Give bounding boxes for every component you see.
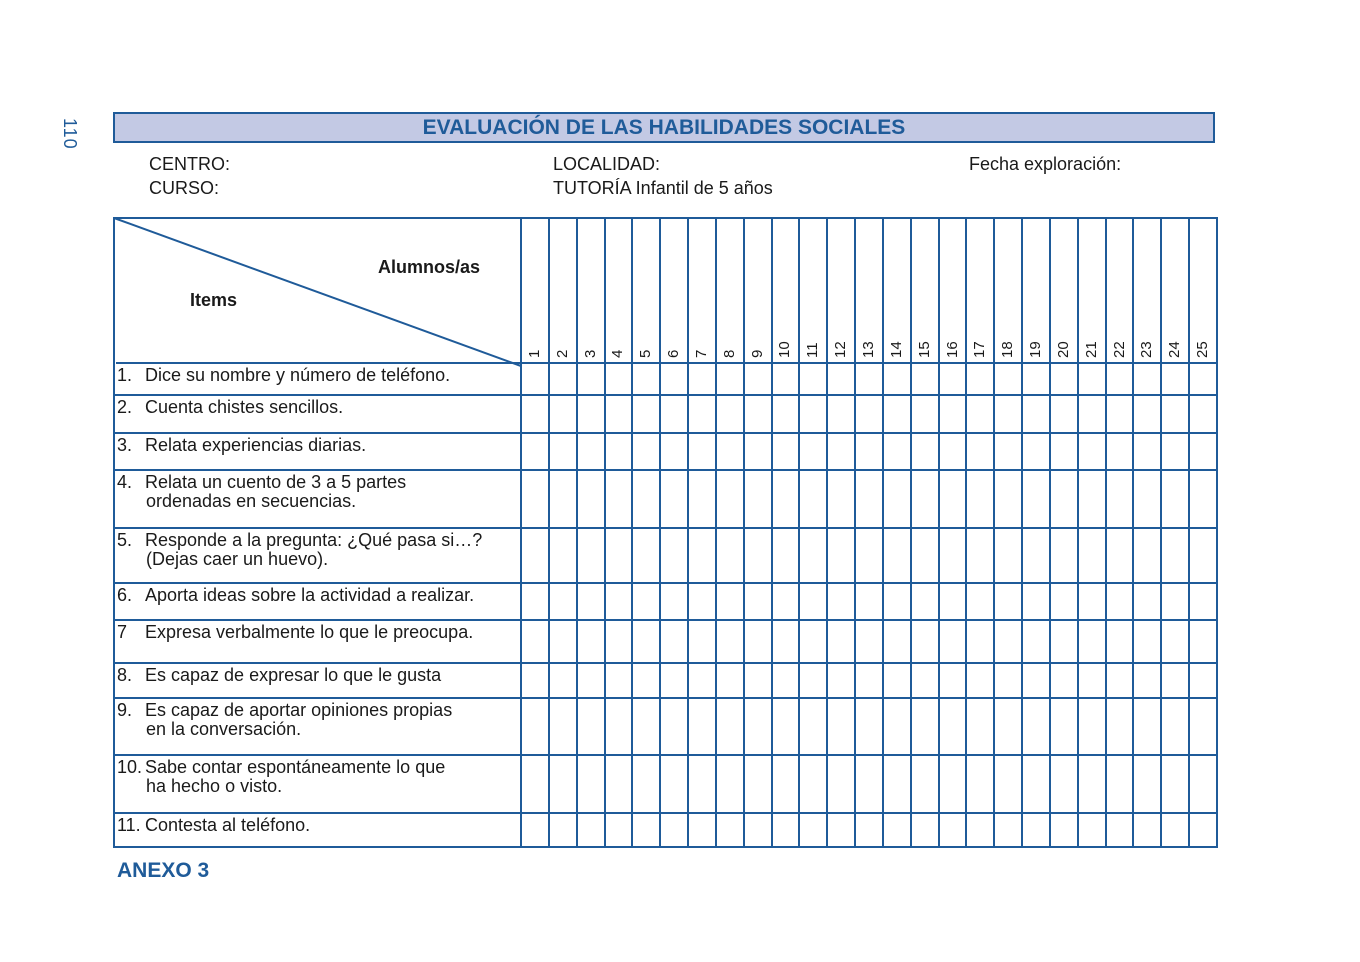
row-line bbox=[113, 662, 1216, 664]
student-column-number: 25 bbox=[1194, 341, 1211, 358]
item-number: 5. bbox=[117, 530, 133, 550]
item-row bbox=[117, 436, 366, 455]
header-row-line bbox=[116, 362, 1216, 364]
student-column-line bbox=[743, 217, 745, 846]
student-column-line bbox=[1105, 217, 1107, 846]
student-column-line bbox=[1188, 217, 1190, 846]
student-column-line bbox=[1132, 217, 1134, 846]
item-column-divider bbox=[520, 217, 522, 846]
student-column-number: 1 bbox=[526, 349, 543, 358]
student-column-number: 22 bbox=[1111, 341, 1128, 358]
student-column-number: 5 bbox=[637, 349, 654, 358]
student-column-number: 4 bbox=[609, 349, 626, 358]
row-line bbox=[113, 812, 1216, 814]
item-number: 10. bbox=[117, 757, 143, 777]
student-column-line bbox=[687, 217, 689, 846]
student-column-line bbox=[631, 217, 633, 846]
localidad-label: LOCALIDAD: bbox=[553, 154, 661, 174]
item-text-line: Responde a la pregunta: ¿Qué pasa si…? bbox=[145, 530, 483, 550]
item-text-line: Relata un cuento de 3 a 5 partes bbox=[145, 472, 407, 492]
student-column-line bbox=[1049, 217, 1051, 846]
centro-label: CENTRO: bbox=[149, 154, 230, 174]
student-column-number: 24 bbox=[1166, 341, 1183, 358]
item-number: 4. bbox=[117, 472, 133, 492]
item-number: 6. bbox=[117, 585, 133, 605]
student-column-line bbox=[798, 217, 800, 846]
header-diagonal bbox=[113, 217, 525, 369]
student-column-number: 6 bbox=[665, 349, 682, 358]
item-row bbox=[117, 531, 482, 569]
item-text-line: Aporta ideas sobre la actividad a realizar. bbox=[145, 585, 475, 605]
student-column-line bbox=[854, 217, 856, 846]
item-text-line: Sabe contar espontáneamente lo que bbox=[145, 757, 446, 777]
student-column-number: 12 bbox=[832, 341, 849, 358]
student-column-number: 8 bbox=[721, 349, 738, 358]
form-title: EVALUACIÓN DE LAS HABILIDADES SOCIALES bbox=[113, 112, 1215, 143]
item-number: 3. bbox=[117, 435, 133, 455]
row-line bbox=[113, 697, 1216, 699]
alumnos-header: Alumnos/as bbox=[378, 257, 481, 277]
item-text-line: Expresa verbalmente lo que le preocupa. bbox=[145, 622, 474, 642]
row-line bbox=[113, 754, 1216, 756]
item-text-line: Cuenta chistes sencillos. bbox=[145, 397, 344, 417]
annex-label: ANEXO 3 bbox=[117, 859, 210, 882]
student-column-number: 16 bbox=[944, 341, 961, 358]
student-column-number: 23 bbox=[1138, 341, 1155, 358]
student-column-line bbox=[1160, 217, 1162, 846]
student-column-line bbox=[1077, 217, 1079, 846]
student-column-line bbox=[548, 217, 550, 846]
student-column-line bbox=[826, 217, 828, 846]
item-text-line: Contesta al teléfono. bbox=[145, 815, 311, 835]
student-column-number: 15 bbox=[916, 341, 933, 358]
student-column-line bbox=[715, 217, 717, 846]
item-number: 7 bbox=[117, 622, 128, 642]
student-column-number: 2 bbox=[554, 349, 571, 358]
item-text-line: ordenadas en secuencias. bbox=[146, 491, 357, 511]
row-line bbox=[113, 469, 1216, 471]
row-line bbox=[113, 432, 1216, 434]
student-column-number: 9 bbox=[749, 349, 766, 358]
fecha-label: Fecha exploración: bbox=[969, 154, 1122, 174]
student-column-number: 19 bbox=[1027, 341, 1044, 358]
student-column-line bbox=[965, 217, 967, 846]
item-row bbox=[117, 623, 473, 642]
tutoria-label: TUTORÍA Infantil de 5 años bbox=[553, 178, 773, 198]
item-row bbox=[117, 366, 450, 385]
row-line bbox=[113, 619, 1216, 621]
item-number: 8. bbox=[117, 665, 133, 685]
item-row bbox=[117, 586, 474, 605]
item-text-line: en la conversación. bbox=[146, 719, 302, 739]
student-column-number: 14 bbox=[888, 341, 905, 358]
item-row bbox=[117, 816, 310, 835]
student-column-line bbox=[1021, 217, 1023, 846]
student-column-number: 13 bbox=[860, 341, 877, 358]
page-number: 110 bbox=[60, 118, 80, 150]
student-column-number: 3 bbox=[582, 349, 599, 358]
student-column-number: 10 bbox=[776, 341, 793, 358]
student-column-number: 21 bbox=[1083, 341, 1100, 358]
item-text-line: Relata experiencias diarias. bbox=[145, 435, 367, 455]
item-text-line: ha hecho o visto. bbox=[146, 776, 283, 796]
item-row bbox=[117, 758, 445, 796]
student-column-line bbox=[938, 217, 940, 846]
item-text-line: (Dejas caer un huevo). bbox=[146, 549, 329, 569]
row-line bbox=[113, 527, 1216, 529]
item-row bbox=[117, 473, 406, 511]
item-text-line: Es capaz de expresar lo que le gusta bbox=[145, 665, 442, 685]
student-column-line bbox=[882, 217, 884, 846]
student-column-number: 11 bbox=[804, 342, 821, 358]
item-row bbox=[117, 701, 452, 739]
student-column-line bbox=[659, 217, 661, 846]
item-text-line: Dice su nombre y número de teléfono. bbox=[145, 365, 451, 385]
student-column-number: 17 bbox=[971, 341, 988, 358]
student-column-line bbox=[771, 217, 773, 846]
curso-label: CURSO: bbox=[149, 178, 220, 198]
item-number: 9. bbox=[117, 700, 133, 720]
item-number: 1. bbox=[117, 365, 133, 385]
row-line bbox=[113, 582, 1216, 584]
student-column-number: 20 bbox=[1055, 341, 1072, 358]
item-number: 11. bbox=[117, 815, 141, 835]
item-number: 2. bbox=[117, 397, 133, 417]
item-row bbox=[117, 666, 441, 685]
items-header: Items bbox=[190, 290, 238, 310]
student-column-line bbox=[993, 217, 995, 846]
item-row bbox=[117, 398, 343, 417]
student-column-number: 7 bbox=[693, 349, 710, 358]
student-column-line bbox=[910, 217, 912, 846]
student-column-number: 18 bbox=[999, 341, 1016, 358]
row-line bbox=[113, 394, 1216, 396]
student-column-line bbox=[604, 217, 606, 846]
student-column-line bbox=[576, 217, 578, 846]
item-text-line: Es capaz de aportar opiniones propias bbox=[145, 700, 453, 720]
